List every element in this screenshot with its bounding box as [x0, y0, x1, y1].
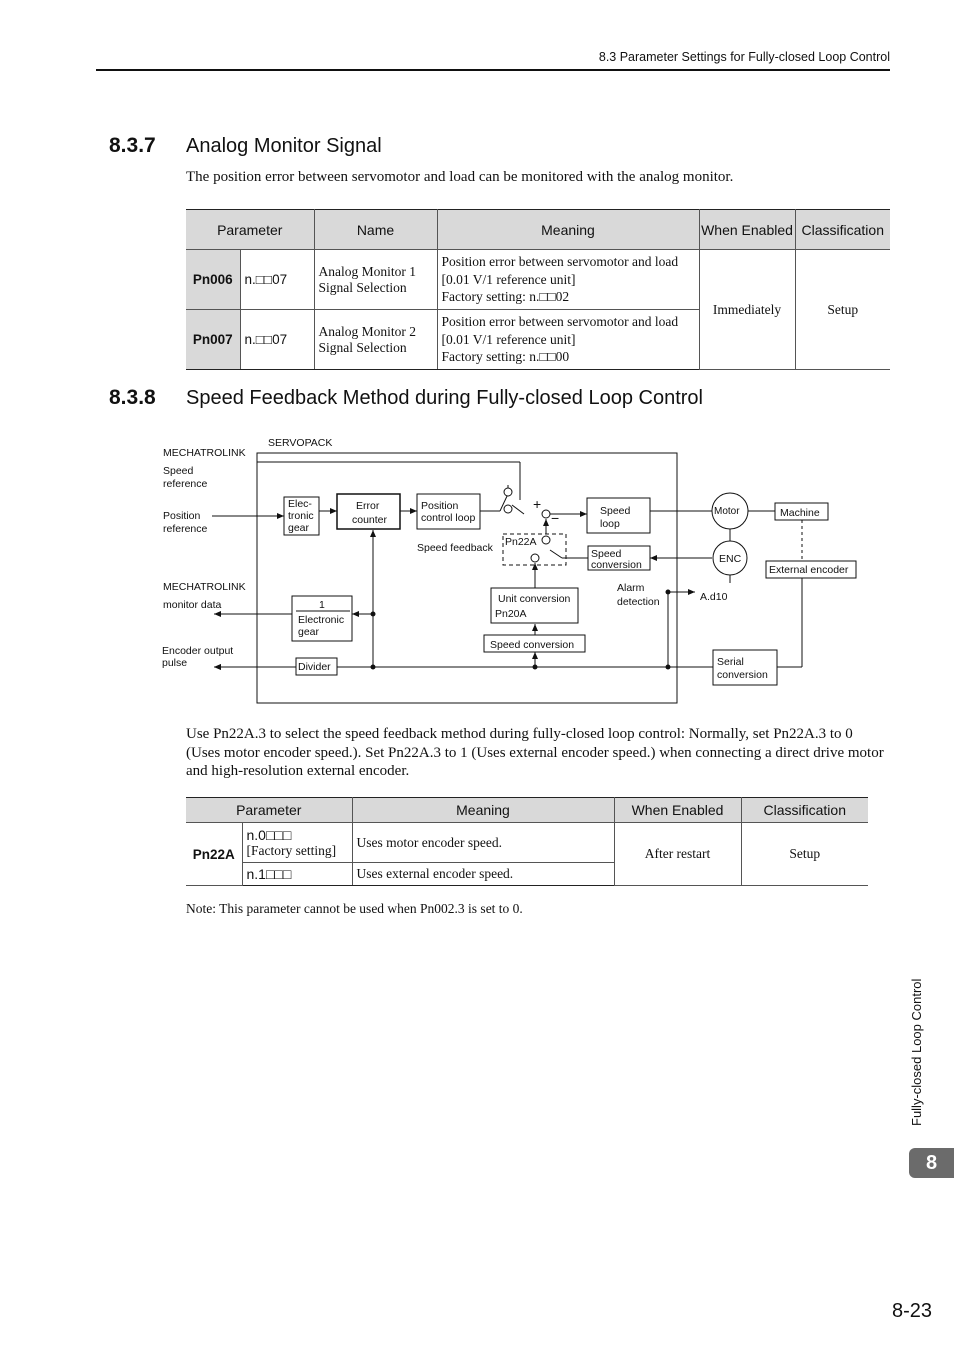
section-title: Speed Feedback Method during Fully-closed Loop Control — [186, 387, 703, 409]
plus-sign: + — [533, 496, 542, 512]
speed-conversion-label: Speed conversion — [490, 639, 575, 651]
summing-junction — [542, 510, 550, 518]
external-encoder-label: External encoder — [769, 564, 849, 576]
param-name: Analog Monitor 1 Signal Selection — [314, 250, 437, 310]
table-row — [186, 823, 868, 863]
param-id: Pn006 — [186, 250, 240, 310]
section-title: Analog Monitor Signal — [186, 135, 382, 157]
param-id: Pn007 — [186, 310, 240, 370]
col-header-parameter: Parameter — [186, 210, 314, 250]
machine-label: Machine — [780, 507, 820, 519]
meaning-line: [0.01 V/1 reference unit] — [441, 331, 576, 347]
meaning-line: Factory setting: n.□□02 — [441, 289, 570, 305]
when-enabled-value: After restart — [614, 823, 741, 886]
col-header-meaning: Meaning — [352, 798, 614, 823]
param-meaning: Uses external encoder speed. — [352, 863, 614, 886]
speed-ref-label: Speed — [163, 465, 194, 477]
col-header-classification: Classification — [795, 210, 890, 250]
pn22a-label: Pn22A — [505, 536, 537, 548]
chapter-tab: 8 — [909, 1148, 954, 1178]
meaning-line: [0.01 V/1 reference unit] — [441, 271, 576, 287]
servopack-label: SERVOPACK — [268, 437, 333, 449]
meaning-line: Position error between servomotor and load — [441, 254, 679, 270]
ad10-label: A.d10 — [700, 591, 728, 603]
alarm-label: detection — [617, 596, 660, 608]
encoder-output-label: Encoder output — [162, 645, 234, 657]
param-id: Pn22A — [186, 823, 242, 886]
serial-conv-label: conversion — [717, 669, 768, 681]
speed-conv-small-label: conversion — [591, 559, 642, 571]
elec-gear-label: tronic — [288, 510, 314, 522]
chapter-side-label — [905, 962, 929, 1132]
alarm-label: Alarm — [617, 582, 645, 594]
divider-label: Divider — [298, 661, 331, 673]
param-value: n.□□07 — [240, 310, 314, 370]
value-code: n.0□□□ — [246, 826, 292, 843]
mechatrolink-top-label: MECHATROLINK — [163, 447, 246, 459]
minus-sign: − — [551, 510, 560, 526]
running-header: 8.3 Parameter Settings for Fully-closed Loop Control — [598, 50, 890, 64]
speed-loop-label: loop — [600, 518, 620, 530]
monitor-data-label: monitor data — [163, 599, 222, 611]
param-value: n.□□07 — [240, 250, 314, 310]
col-header-when-enabled: When Enabled — [699, 210, 795, 250]
unit-conv-label: Pn20A — [495, 608, 527, 620]
elec-gear-label: Elec- — [288, 498, 312, 510]
classification-value: Setup — [741, 823, 868, 886]
value-note: [Factory setting] — [246, 842, 337, 858]
electronic-gear-label: gear — [298, 626, 320, 638]
speed-feedback-table — [186, 797, 868, 886]
electronic-gear-label: Electronic — [298, 614, 345, 626]
param-meaning: Uses motor encoder speed. — [352, 823, 614, 863]
classification-value: Setup — [795, 250, 890, 370]
when-enabled-value: Immediately — [699, 250, 795, 370]
meaning-line: Position error between servomotor and load — [441, 314, 679, 330]
unit-conv-label: Unit conversion — [498, 593, 571, 605]
body-paragraph: Use Pn22A.3 to select the speed feedback method during fully-closed loop control: Normally, set Pn22A.3 to 0 (Uses motor encoder speed.). Set Pn22A.3 to 1 (Uses external encoder speed.) when connecting a direct drive motor and high-resolution external encoder. — [186, 726, 884, 779]
param-name: Analog Monitor 2 Signal Selection — [314, 310, 437, 370]
col-header-classification: Classification — [741, 798, 868, 823]
meaning-line: Factory setting: n.□□00 — [441, 349, 570, 365]
page-number: 8-23 — [891, 1300, 932, 1322]
speed-conv-small-label: Speed — [591, 548, 622, 560]
error-counter-label: counter — [352, 514, 388, 526]
motor-label: Motor — [714, 506, 740, 517]
section-intro: The position error between servomotor and load can be monitored with the analog monitor. — [186, 169, 734, 185]
position-ref-label: reference — [163, 523, 208, 535]
enc-label: ENC — [719, 553, 742, 565]
encoder-output-label: pulse — [162, 657, 188, 669]
error-counter-label: Error — [356, 500, 380, 512]
speed-feedback-label: Speed feedback — [417, 542, 493, 554]
elec-gear-label: gear — [288, 522, 310, 534]
position-loop-label: control loop — [421, 512, 476, 524]
position-ref-label: Position — [163, 510, 201, 522]
col-header-when-enabled: When Enabled — [614, 798, 741, 823]
section-number: 8.3.7 — [109, 134, 156, 157]
speed-ref-label: reference — [163, 478, 208, 490]
col-header-meaning: Meaning — [437, 210, 699, 250]
speed-loop-label: Speed — [600, 505, 631, 517]
col-header-name: Name — [314, 210, 437, 250]
mechatrolink-bottom-label: MECHATROLINK — [163, 581, 246, 593]
section-number: 8.3.8 — [109, 386, 156, 409]
electronic-gear-label: 1 — [319, 599, 325, 611]
serial-conv-label: Serial — [717, 656, 744, 668]
position-loop-label: Position — [421, 500, 459, 512]
col-header-parameter: Parameter — [186, 798, 352, 823]
param-value: n.1□□□ — [242, 863, 352, 886]
table-note: Note: This parameter cannot be used when Pn002.3 is set to 0. — [186, 901, 523, 916]
param-value — [242, 823, 352, 863]
chapter-side-label-text: Fully-closed Loop Control — [909, 978, 924, 1126]
